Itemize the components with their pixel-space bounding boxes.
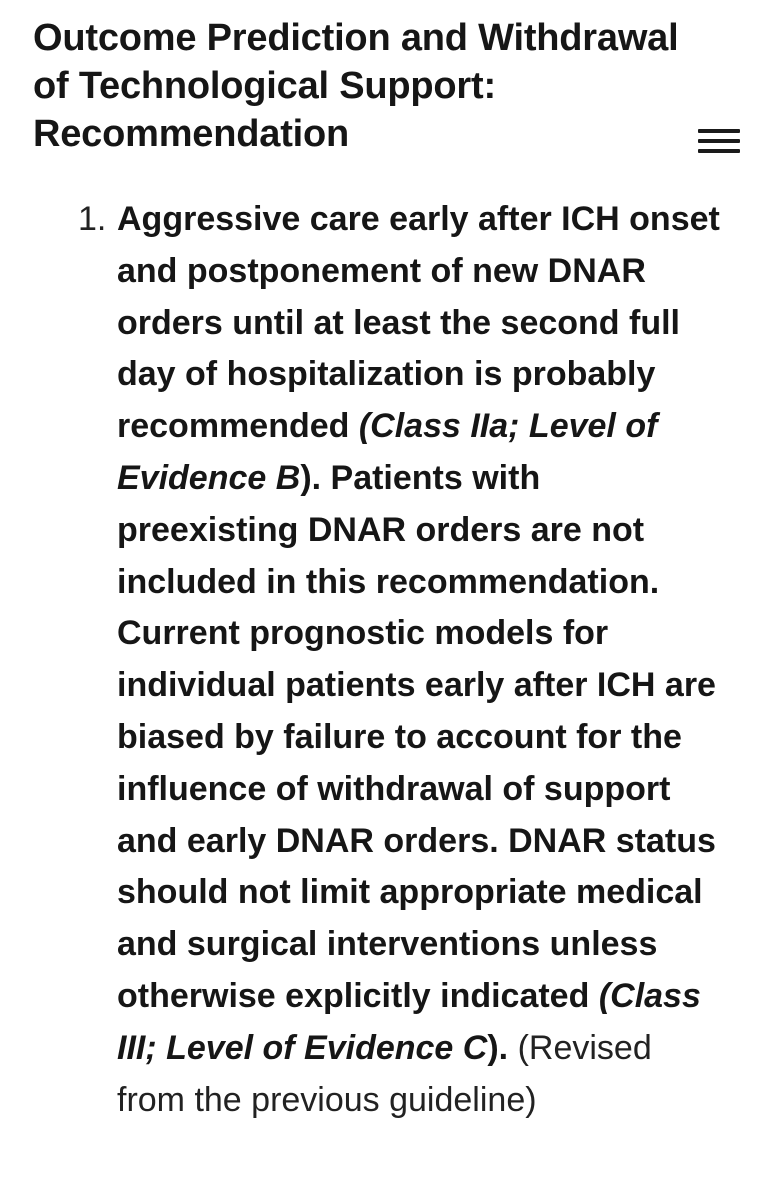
page-title: Outcome Prediction and Withdrawal of Technological Support: Recommendation — [33, 17, 679, 155]
hamburger-menu-icon[interactable] — [698, 126, 740, 156]
recommendation-list — [0, 194, 762, 1126]
menu-bar — [698, 139, 740, 143]
recommendation-text — [117, 194, 722, 1126]
menu-bar — [698, 149, 740, 153]
evidence-class-iii: (Class III; Level of Evidence C — [117, 976, 701, 1067]
recommendation-part-2: ). Patients with preexisting DNAR orders are not included in this recommendation. Current prognostic models for individual patients early after ICH are biased by failure to account for the influence of withdrawal of support and early DNAR orders. DNAR status should not limit appropriate medical and surgical interventions unless otherwise explicitly indicated — [117, 458, 716, 1015]
recommendation-item — [0, 194, 762, 1126]
recommendation-part-3: ). — [487, 1028, 509, 1067]
recommendation-part-1: Aggressive care early after ICH onset and postponement of new DNAR orders until at least the second full day of hospitalization is probably recommended — [117, 200, 720, 446]
evidence-class-iia: (Class IIa; Level of Evidence B — [117, 407, 658, 497]
page-header — [33, 14, 723, 158]
revision-note: (Revised from the previous guideline) — [117, 1028, 652, 1119]
menu-bar — [698, 129, 740, 133]
recommendation-number: 1. — [78, 200, 107, 238]
